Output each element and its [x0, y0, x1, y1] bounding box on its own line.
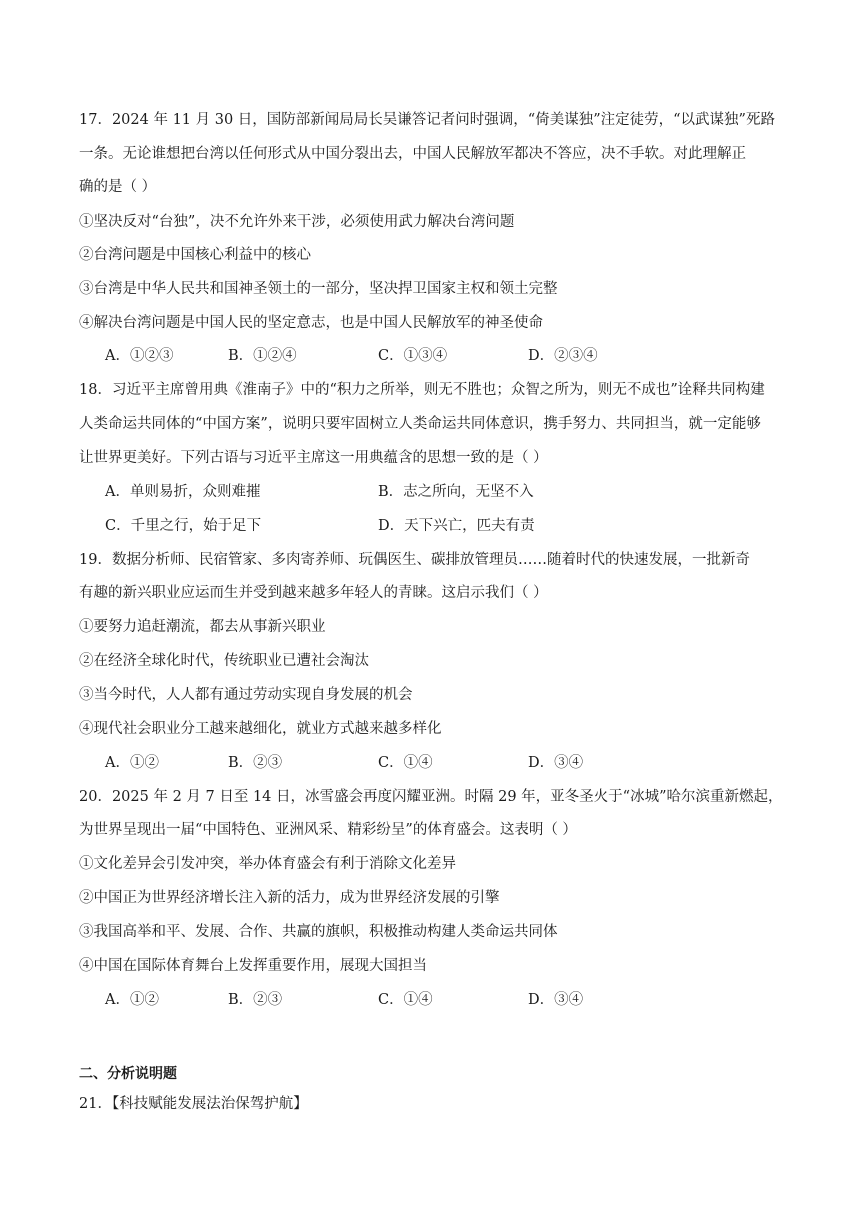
statement: ①文化差异会引发冲突，举办体育盛会有利于消除文化差异	[79, 856, 456, 872]
statement: ①坚决反对“台独”，决不允许外来干涉，必须使用武力解决台湾问题	[79, 214, 515, 230]
question-text: 17．2024 年 11 月 30 日，国防部新闻局局长吴谦答记者问时强调，“倚美谋独”注定徒劳，“以武谋独”死路	[79, 112, 775, 128]
statement: ③台湾是中华人民共和国神圣领土的一部分，坚决捍卫国家主权和领土完整	[79, 281, 558, 297]
statement: ③我国高举和平、发展、合作、共赢的旗帜，积极推动构建人类命运共同体	[79, 924, 558, 940]
option-b: B．志之所向，无坚不入	[378, 484, 534, 500]
option-a: A．①②③	[105, 348, 174, 364]
question-text: 让世界更美好。下列古语与习近平主席这一用典蕴含的思想一致的是（ ）	[79, 450, 548, 466]
statement: ④中国在国际体育舞台上发挥重要作用，展现大国担当	[79, 958, 427, 974]
statement: ②在经济全球化时代，传统职业已遭社会淘汰	[79, 653, 369, 669]
option-b: B．②③	[228, 755, 283, 771]
option-b: B．②③	[228, 992, 283, 1008]
option-d: D．③④	[528, 755, 584, 771]
question-text: 18．习近平主席曾用典《淮南子》中的“积力之所举，则无不胜也；众智之所为，则无不成也”诠释共同构建	[79, 382, 765, 398]
option-d: D．天下兴亡，匹夫有责	[378, 518, 535, 534]
question-text: 为世界呈现出一届“中国特色、亚洲风采、精彩纷呈”的体育盛会。这表明（ ）	[79, 822, 577, 838]
statement: ①要努力追赶潮流，都去从事新兴职业	[79, 619, 326, 635]
question-text: 有趣的新兴职业应运而生并受到越来越多年轻人的青睐。这启示我们（ ）	[79, 585, 548, 601]
statement: ②台湾问题是中国核心利益中的核心	[79, 247, 311, 263]
question-text: 19．数据分析师、民宿管家、多肉寄养师、玩偶医生、碳排放管理员……随着时代的快速发展，一批新奇	[79, 552, 750, 568]
statement: ②中国正为世界经济增长注入新的活力，成为世界经济发展的引擎	[79, 890, 500, 906]
option-c: C．①④	[378, 992, 433, 1008]
option-a: A．单则易折，众则难摧	[105, 484, 261, 500]
question-text: 一条。无论谁想把台湾以任何形式从中国分裂出去，中国人民解放军都决不答应，决不手软。对此理解正	[79, 146, 746, 162]
statement: ④解决台湾问题是中国人民的坚定意志，也是中国人民解放军的神圣使命	[79, 315, 543, 331]
option-c: C．①④	[378, 755, 433, 771]
question-text: 确的是（ ）	[79, 179, 157, 195]
option-d: D．③④	[528, 992, 584, 1008]
question-text: 人类命运共同体的“中国方案”，说明只要牢固树立人类命运共同体意识，携手努力、共同担当，就一定能够	[79, 416, 761, 432]
option-a: A．①②	[105, 992, 159, 1008]
question-21-heading: 21．【科技赋能发展法治保驾护航】	[79, 1096, 308, 1112]
question-text: 20．2025 年 2 月 7 日至 14 日，冰雪盛会再度闪耀亚洲。时隔 29 年，亚冬圣火于“冰城”哈尔滨重新燃起，	[79, 789, 783, 805]
option-c: C．千里之行，始于足下	[105, 518, 262, 534]
option-c: C．①③④	[378, 348, 448, 364]
option-b: B．①②④	[228, 348, 297, 364]
section-title: 二、分析说明题	[79, 1066, 177, 1082]
option-d: D．②③④	[528, 348, 598, 364]
statement: ④现代社会职业分工越来越细化，就业方式越来越多样化	[79, 721, 442, 737]
option-a: A．①②	[105, 755, 159, 771]
statement: ③当今时代，人人都有通过劳动实现自身发展的机会	[79, 687, 413, 703]
